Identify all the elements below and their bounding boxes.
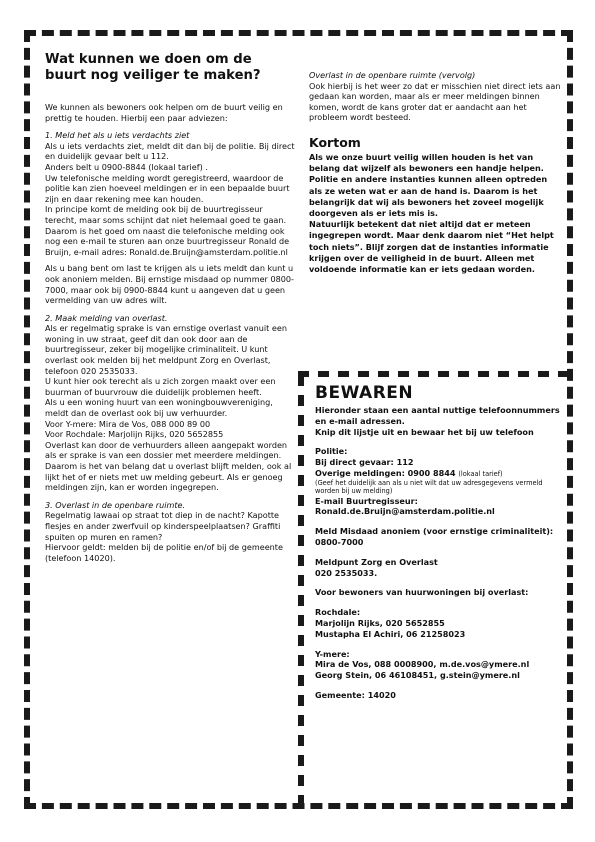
section-3-paragraph: Hiervoor geldt: melden bij de politie en/of bij de gemeente (telefoon 14020). bbox=[45, 542, 283, 563]
section-3-continued-heading: Overlast in de openbare ruimte (vervolg) bbox=[309, 70, 476, 80]
intro-text: We kunnen als bewoners ook helpen om de buurt veilig en prettig te houden. Hierbij een paar adviezen: bbox=[45, 102, 283, 123]
kortom-paragraph: Politie en andere instanties kunnen alleen optreden als ze weten wat er aan de hand is. Daarom is het belangrijk dat wij als bewoners het zoveel mogelijk doorgeven als er iets mis is. bbox=[309, 174, 548, 218]
bewaren-heading: BEWAREN bbox=[315, 383, 414, 403]
anonymous-note: (Geef het duidelijk aan als u niet wilt dat uw adresgegevens vermeld worden bij uw melding) bbox=[315, 478, 543, 496]
gemeente-phone: Gemeente: 14020 bbox=[315, 689, 396, 700]
kortom-heading: Kortom bbox=[309, 134, 361, 150]
politie-label: Politie: bbox=[315, 446, 348, 457]
section-3-heading: 3. Overlast in de openbare ruimte. bbox=[45, 499, 186, 510]
section-3-paragraph: Regelmatig lawaai op straat tot diep in de nacht? Kapotte flesjes en ander zwerfvuil op kinderspeelplaatsen? Graffiti spuiten op muren en ramen? bbox=[45, 510, 281, 542]
section-2-heading: 2. Maak melding van overlast. bbox=[45, 312, 168, 323]
kortom-paragraph: Natuurlijk betekent dat niet altijd dat er meteen ingegrepen wordt. Maar denk daarom niet “Het helpt toch niets”. Blijf zorgen dat de instanties informatie krijgen over de veiligheid in de buurt. Alleen met voldoende informatie kan er iets gedaan worden. bbox=[309, 219, 554, 274]
section-1-paragraph: Als u bang bent om last te krijgen als u iets meldt dan kunt u ook anoniem melden. Bij ernstige misdaad op nummer 0800-7000, maar ook bij 0900-8844 kunt u aangeven dat u geen vermelding van uw adres wilt. bbox=[45, 263, 294, 306]
section-2-paragraph: Overlast kan door de verhuurders alleen aangepakt worden als er sprake is van een dossier met meerdere meldingen. Daarom is het van belang dat u overlast blijft melden, ook al lijkt het of er niets met uw melding gebeurt. Als er genoeg meldingen zijn, kan er worden ingegrepen. bbox=[45, 439, 292, 493]
bewaren-cutout-box bbox=[315, 383, 565, 701]
rochdale-contact: Marjolijn Rijks, 020 5652855 bbox=[315, 617, 445, 628]
section-1-paragraph: Anders belt u 0900-8844 (lokaal tarief) . bbox=[45, 161, 208, 172]
ymere-label: Y-mere: bbox=[315, 648, 350, 659]
kortom-paragraph: Als we onze buurt veilig willen houden is het van belang dat wijzelf als bewoners een handje helpen. bbox=[309, 151, 544, 174]
other-reports-number: Overige meldingen: 0900 8844 (lokaal tarief) bbox=[315, 467, 503, 478]
section-3-continued-paragraph: Ook hierbij is het weer zo dat er misschien niet direct iets aan gedaan kan worden, maar als er meer meldingen binnen komen, wordt de kans groter dat er aandacht aan het probleem wordt besteed. bbox=[309, 80, 561, 123]
ymere-contact: Mira de Vos, 088 0008900, m.de.vos@ymere.nl bbox=[315, 659, 530, 670]
left-column bbox=[45, 52, 295, 563]
section-2-paragraph: U kunt hier ook terecht als u zich zorgen maakt over een buurman of buurvrouw die duidelijk problemen heeft. bbox=[45, 376, 276, 397]
tenants-heading: Voor bewoners van huurwoningen bij overlast: bbox=[315, 587, 529, 598]
email-address: Ronald.de.Bruijn@amsterdam.politie.nl bbox=[315, 506, 495, 517]
rochdale-label: Rochdale: bbox=[315, 607, 361, 618]
cutout-border-top bbox=[298, 371, 573, 377]
section-1-heading: 1. Meld het als u iets verdachts ziet bbox=[45, 130, 190, 141]
bewaren-intro: Hieronder staan een aantal nuttige telefoonnummers en e-mail adressen. bbox=[315, 405, 560, 426]
email-label: E-mail Buurtregisseur: bbox=[315, 495, 418, 506]
meldpunt-phone: 020 2535033. bbox=[315, 567, 378, 578]
ymere-contact: Georg Stein, 06 46108451, g.stein@ymere.nl bbox=[315, 670, 520, 681]
anonymous-crime-line: Meld Misdaad anoniem (voor ernstige criminaliteit): 0800-7000 bbox=[315, 526, 554, 547]
section-2-paragraph: Als er regelmatig sprake is van ernstige overlast vanuit een woning in uw straat, geef dit dan ook door aan de buurtregisseur, zeker bij mogelijke criminaliteit. U kunt overlast ook melden bij het meldpunt Zorg en Overlast, telefoon 020 2535033. bbox=[45, 323, 287, 376]
section-2-paragraph: Voor Rochdale: Marjolijn Rijks, 020 5652855 bbox=[45, 429, 224, 440]
cutout-border-left bbox=[298, 375, 304, 805]
section-1-paragraph: Daarom is het goed om naast die telefonische melding ook nog een e-mail te sturen aan onze buurtregisseur Ronald de Bruijn, e-mail adres: Ronald.de.Bruijn@amsterdam.politie.nl bbox=[45, 225, 290, 257]
section-2-paragraph: Als u een woning huurt van een woningbouwvereniging, meldt dan de overlast ook bij uw verhuurder. bbox=[45, 397, 273, 419]
meldpunt-label: Meldpunt Zorg en Overlast bbox=[315, 556, 438, 567]
section-1-paragraph: Uw telefonische melding wordt geregistreerd, waardoor de politie kan zien hoeveel meldingen er in een bepaalde buurt zijn en daar rekening mee kan houden. bbox=[45, 172, 290, 204]
section-1-paragraph: In principe komt de melding ook bij de buurtregisseur terecht, maar soms schijnt dat niet helemaal goed te gaan. bbox=[45, 204, 287, 225]
rochdale-contact: Mustapha El Achiri, 06 21258023 bbox=[315, 628, 466, 639]
section-1-paragraph: Als u iets verdachts ziet, meldt dit dan bij de politie. Bij direct en duidelijk gevaar belt u 112. bbox=[45, 140, 295, 162]
section-2-paragraph: Voor Y-mere: Mira de Vos, 088 000 89 00 bbox=[45, 418, 211, 429]
emergency-number: Bij direct gevaar: 112 bbox=[315, 457, 414, 468]
right-column bbox=[309, 70, 561, 275]
bewaren-instruction: Knip dit lijstje uit en bewaar het bij uw telefoon bbox=[315, 426, 534, 437]
page-title: Wat kunnen we doen om de buurt nog veiliger te maken? bbox=[45, 52, 261, 83]
